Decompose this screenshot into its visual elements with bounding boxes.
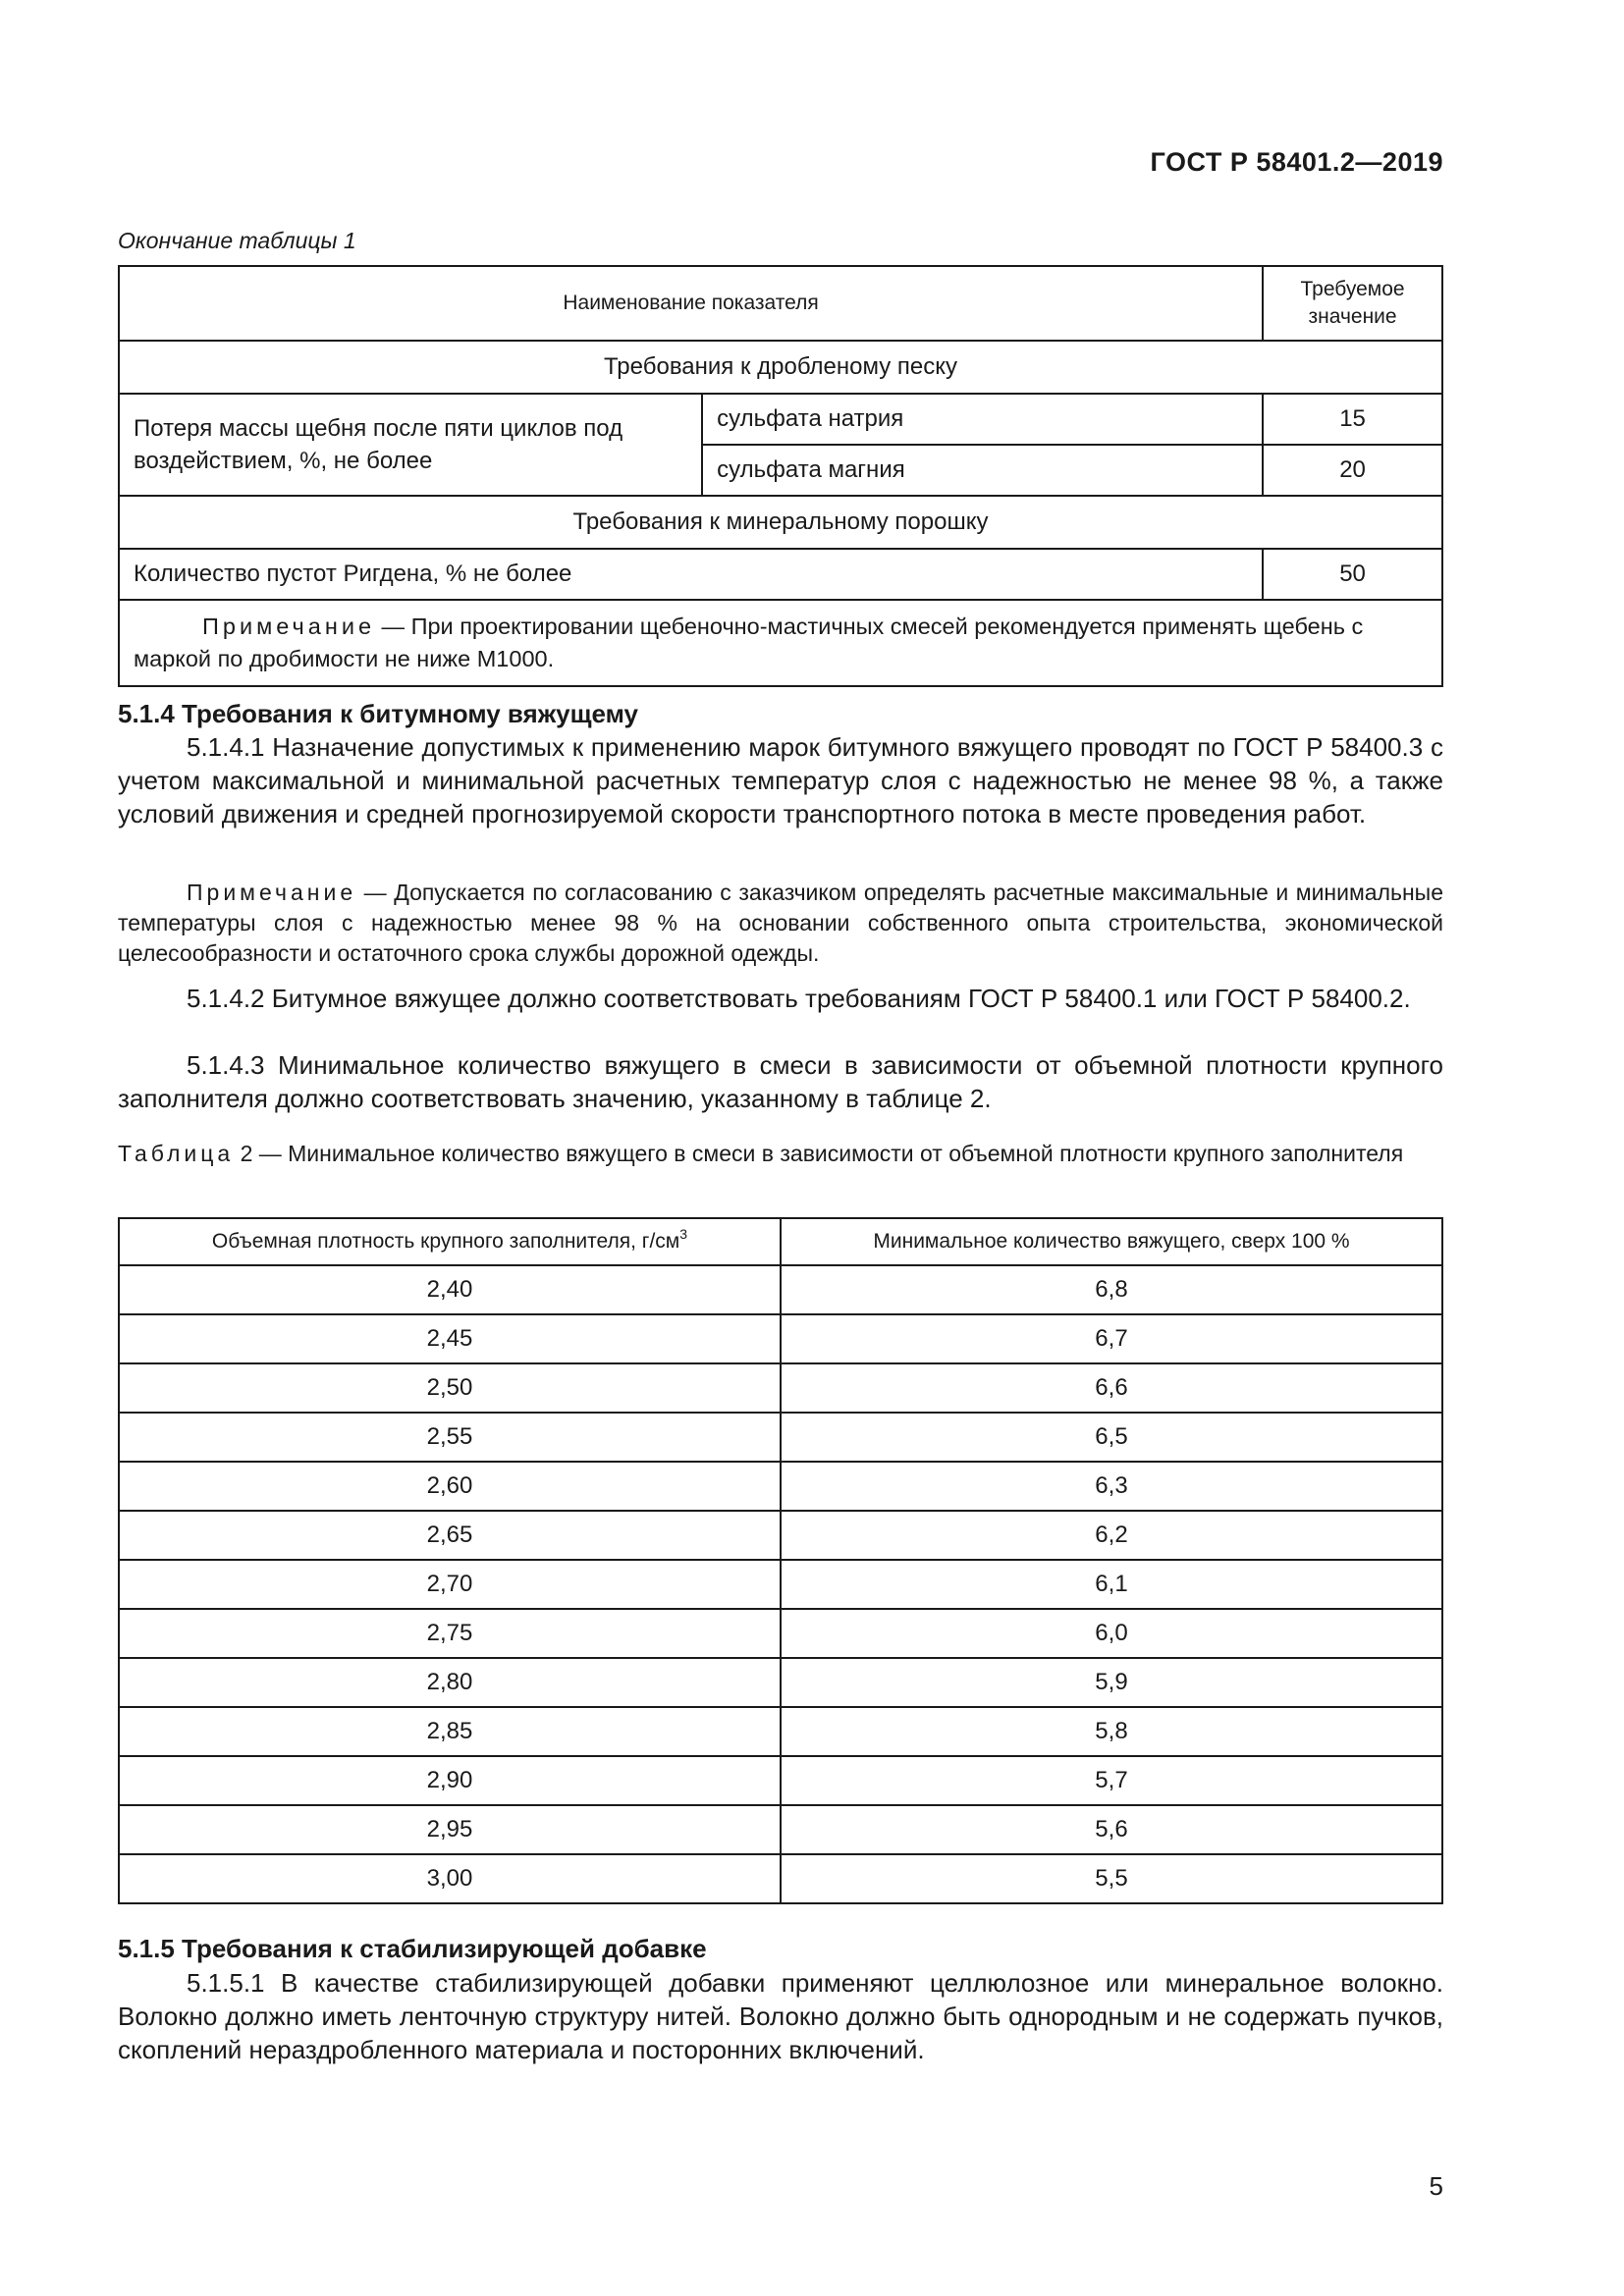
section-514-note-word: Примечание (187, 880, 357, 905)
table-row (119, 1462, 1442, 1511)
density-cell: 2,80 (119, 1658, 781, 1707)
table1-continuation-label: Окончание таблицы 1 (118, 228, 356, 253)
table1-row-sodium-value: 15 (1263, 394, 1442, 445)
table-row (119, 1413, 1442, 1462)
table1 (118, 265, 1443, 687)
section-514-p3: 5.1.4.3 Минимальное количество вяжущего в смеси в зависимости от объемной плотности крупного заполнителя должно соответствовать значению, указанному в таблице 2. (118, 1050, 1443, 1113)
table1-row (119, 394, 1442, 445)
table-row (119, 1265, 1442, 1314)
table-row (119, 1609, 1442, 1658)
table1-section-powder: Требования к минеральному порошку (119, 496, 1442, 549)
table-row (119, 1314, 1442, 1363)
section-514-note (118, 878, 1443, 969)
binder-cell: 6,0 (781, 1609, 1442, 1658)
table1-row-loss-label: Потеря массы щебня после пяти циклов под воздействием, %, не более (119, 394, 702, 496)
table-row (119, 1805, 1442, 1854)
density-cell: 3,00 (119, 1854, 781, 1903)
table1-note-text: — При проектировании щебеночно-мастичных смесей рекомендуется применять щебень с маркой по дробимости не ниже М1000. (134, 614, 1364, 671)
table2-caption (118, 1139, 1443, 1169)
table1-row-sodium-label: сульфата натрия (702, 394, 1263, 445)
table1-row (119, 549, 1442, 600)
table2-col-density-label: Объемная плотность крупного заполнителя, г/см (211, 1230, 680, 1253)
density-cell: 2,75 (119, 1609, 781, 1658)
table2-body (119, 1265, 1442, 1903)
binder-cell: 5,6 (781, 1805, 1442, 1854)
density-cell: 2,50 (119, 1363, 781, 1413)
section-515-p1: 5.1.5.1 В качестве стабилизирующей добавки применяют целлюлозное или минеральное волокно. Волокно должно иметь ленточную структуру нитей. Волокно должно быть однородным и не содержать пучков, скоплений нераздробленного материала и посторонних включений. (118, 1968, 1443, 2064)
table1-row-magnesium-value: 20 (1263, 445, 1442, 496)
table-row (119, 1658, 1442, 1707)
binder-cell: 6,5 (781, 1413, 1442, 1462)
density-cell: 2,70 (119, 1560, 781, 1609)
binder-cell: 6,1 (781, 1560, 1442, 1609)
binder-cell: 5,8 (781, 1707, 1442, 1756)
binder-cell: 6,2 (781, 1511, 1442, 1560)
section-514-note-text: — Допускается по согласованию с заказчиком определять расчетные максимальные и минимальные температуры слоя с надежностью менее 98 % на основании собственного опыта строительства, экономической целесообразности и остаточного срока службы дорожной одежды. (118, 880, 1443, 966)
table1-note-row (119, 600, 1442, 686)
table-row (119, 1511, 1442, 1560)
density-cell: 2,85 (119, 1707, 781, 1756)
table1-section-sand: Требования к дробленому песку (119, 341, 1442, 394)
table1-section-row (119, 496, 1442, 549)
binder-cell: 5,5 (781, 1854, 1442, 1903)
table1-note-word: Примечание (202, 614, 376, 639)
density-cell: 2,60 (119, 1462, 781, 1511)
table1-section-row (119, 341, 1442, 394)
table1-note (119, 600, 1442, 686)
table1-header-row (119, 266, 1442, 341)
section-514-p2: 5.1.4.2 Битумное вяжущее должно соответствовать требованиям ГОСТ Р 58400.1 или ГОСТ Р 58400.2. (187, 984, 1411, 1013)
table-row (119, 1707, 1442, 1756)
table2-header-row (119, 1218, 1442, 1265)
density-cell: 2,65 (119, 1511, 781, 1560)
binder-cell: 6,8 (781, 1265, 1442, 1314)
table2 (118, 1217, 1443, 1904)
table-row (119, 1756, 1442, 1805)
table2-col-binder: Минимальное количество вяжущего, сверх 100 % (781, 1218, 1442, 1265)
section-515-heading: 5.1.5 Требования к стабилизирующей добавке (118, 1934, 707, 1963)
section-514-heading: 5.1.4 Требования к битумному вяжущему (118, 699, 639, 728)
table2-caption-text: 2 — Минимальное количество вяжущего в смеси в зависимости от объемной плотности крупного заполнителя (234, 1141, 1404, 1166)
table1-col-name: Наименование показателя (119, 266, 1263, 341)
table2-caption-word: Таблица (118, 1141, 235, 1166)
binder-cell: 5,9 (781, 1658, 1442, 1707)
table1-row-rigden-value: 50 (1263, 549, 1442, 600)
binder-cell: 6,7 (781, 1314, 1442, 1363)
table1-row-rigden-label: Количество пустот Ригдена, % не более (119, 549, 1263, 600)
page-number: 5 (1429, 2171, 1443, 2201)
density-cell: 2,40 (119, 1265, 781, 1314)
density-cell: 2,45 (119, 1314, 781, 1363)
section-514-p1: 5.1.4.1 Назначение допустимых к применению марок битумного вяжущего проводят по ГОСТ Р 58400.3 с учетом максимальной и минимальной расчетных температур слоя с надежностью не менее 98 %, а также условий движения и средней прогнозируемой скорости транспортного потока в месте проведения работ. (118, 732, 1443, 828)
table1-row-magnesium-label: сульфата магния (702, 445, 1263, 496)
table-row (119, 1363, 1442, 1413)
table1-col-value: Требуемое значение (1263, 266, 1442, 341)
table-row (119, 1560, 1442, 1609)
density-cell: 2,90 (119, 1756, 781, 1805)
table2-col-density-sup: 3 (679, 1226, 688, 1242)
density-cell: 2,95 (119, 1805, 781, 1854)
density-cell: 2,55 (119, 1413, 781, 1462)
binder-cell: 6,6 (781, 1363, 1442, 1413)
standard-code: ГОСТ Р 58401.2—2019 (1150, 147, 1443, 177)
binder-cell: 6,3 (781, 1462, 1442, 1511)
table2-col-density (119, 1218, 781, 1265)
binder-cell: 5,7 (781, 1756, 1442, 1805)
table-row (119, 1854, 1442, 1903)
